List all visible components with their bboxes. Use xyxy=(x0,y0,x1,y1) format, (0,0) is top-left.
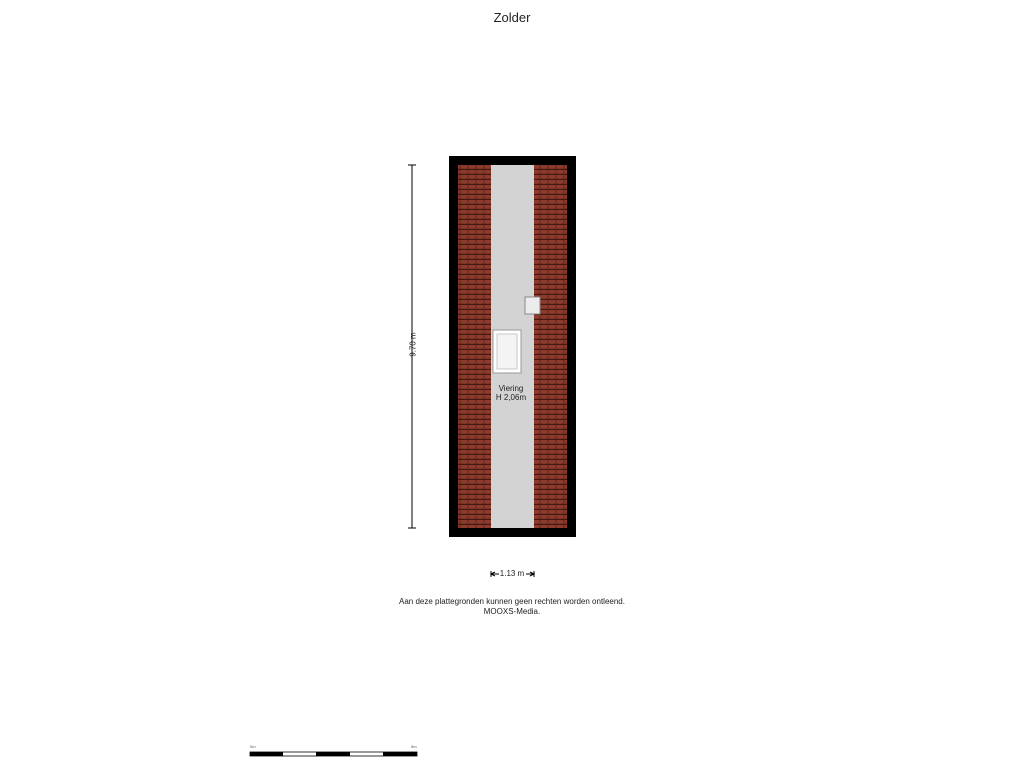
disclaimer xyxy=(312,597,712,617)
roof-slope-left xyxy=(458,165,491,528)
roof-hatch xyxy=(493,330,521,373)
disclaimer-text: Aan deze plattegronden kunnen geen rechten worden ontleend. xyxy=(399,597,625,606)
roof-vent xyxy=(525,297,540,314)
room-label xyxy=(471,384,551,402)
scale-end-label: 5m xyxy=(411,744,417,749)
scale-bar xyxy=(250,752,417,756)
room-name: Viering xyxy=(498,384,524,393)
length-dimension-label: 9.70 m xyxy=(408,332,418,357)
width-dimension-label: 1.13 m xyxy=(499,569,525,578)
roof-slope-right xyxy=(534,165,567,528)
brand-text: MOOXS-Media. xyxy=(483,607,541,616)
page-title: Zolder xyxy=(493,10,531,25)
room-height: H 2,06m xyxy=(495,393,527,402)
scale-start-label: 0m xyxy=(250,744,256,749)
